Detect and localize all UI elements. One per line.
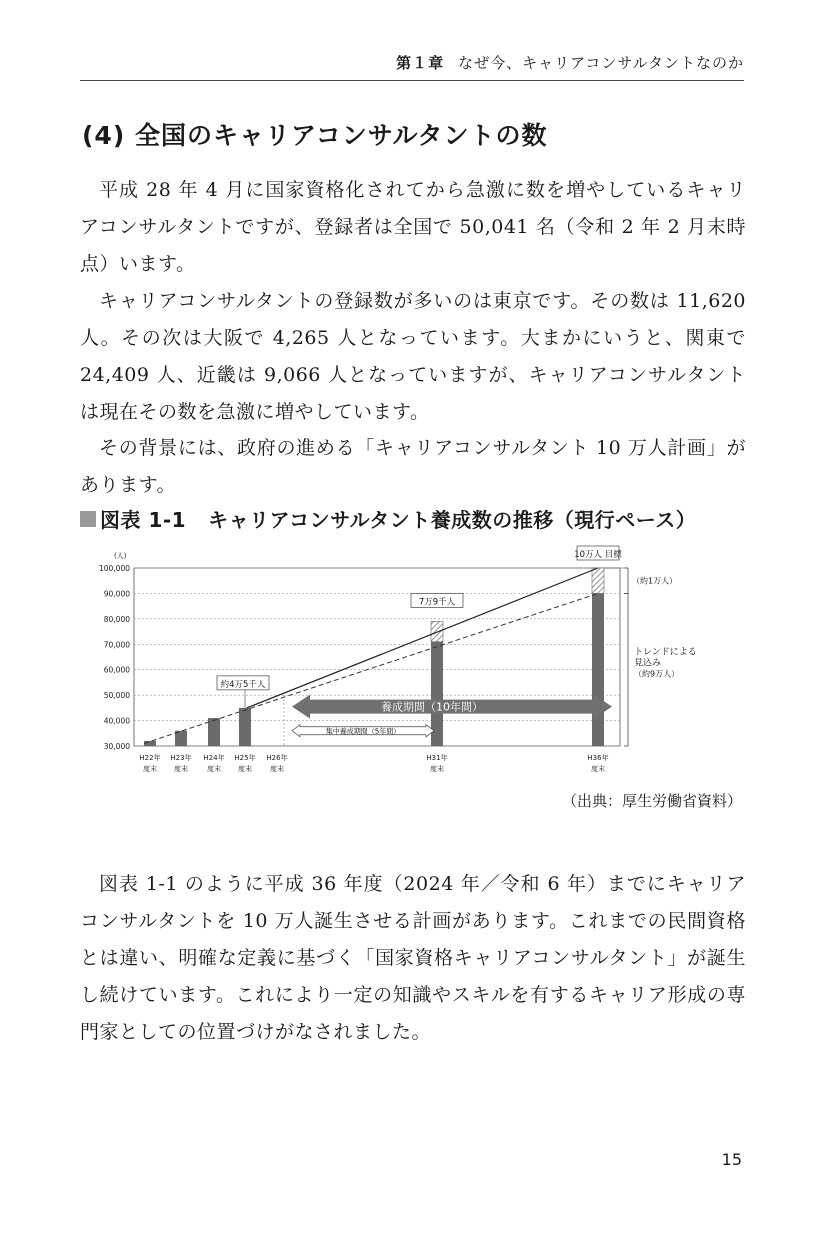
- chart-svg: [92, 544, 732, 784]
- plot-frame: [134, 568, 620, 746]
- section-title: (4) 全国のキャリアコンサルタントの数: [82, 121, 548, 150]
- chapter-number: 第１章: [396, 54, 445, 72]
- x-tick-label: 度末: [270, 765, 284, 773]
- chapter-title: なぜ今、キャリアコンサルタントなのか: [458, 54, 744, 72]
- bar: [208, 718, 220, 746]
- x-tick-label: 度末: [238, 765, 252, 773]
- y-tick-label: 80,000: [103, 614, 130, 624]
- header-rule: [80, 80, 744, 81]
- trend-bracket: [624, 593, 628, 746]
- x-tick-label: H25年: [234, 754, 256, 762]
- trend-note-3: （約9万人）: [634, 669, 680, 679]
- paragraph-4: 図表 1-1 のように平成 36 年度（2024 年／令和 6 年）までにキャリアコンサルタントを 10 万人誕生させる計画があります。これまでの民間資格とは違い、明確な定義に基づく「国家資格キャリアコンサルタント」が誕生し続けています。これにより一定の知識やスキルを有するキャリア形成の専門家としての位置づけがなされました。: [80, 873, 746, 1043]
- x-tick-label: 度末: [143, 765, 157, 773]
- bar-hatched-segment: [592, 568, 604, 593]
- intensive-period-label: 集中養成期間（5年間）: [325, 727, 401, 736]
- y-unit-label: (人): [114, 552, 127, 560]
- y-tick-label: 50,000: [103, 691, 130, 701]
- bar: [144, 741, 156, 746]
- x-tick-label: 度末: [591, 765, 605, 773]
- x-tick-label: H23年: [170, 754, 192, 762]
- paragraph-2: キャリアコンサルタントの登録数が多いのは東京です。その数は 11,620 人。その次は大阪で 4,265 人となっています。大まかにいうと、関東で 24,409 人、近畿は 9,066 人となっていますが、キャリアコンサルタントは現在その数を急激に増やしています。: [80, 290, 746, 423]
- running-header: [396, 52, 744, 73]
- x-tick-label: 度末: [207, 765, 221, 773]
- paragraph-1: 平成 28 年 4 月に国家資格化されてから急激に数を増やしているキャリアコンサルタントですが、登録者は全国で 50,041 名（令和 2 年 2 月末時点）います。: [80, 179, 746, 275]
- gap-note: （約1万人）: [632, 576, 678, 586]
- trend-note-2: 見込み: [634, 658, 662, 669]
- bar: [592, 593, 604, 746]
- callout-h25: 約4万5千人: [220, 679, 266, 690]
- paragraph-3: その背景には、政府の進める「キャリアコンサルタント 10 万人計画」があります。: [80, 437, 746, 496]
- x-tick-label: H24年: [203, 754, 225, 762]
- y-tick-label: 40,000: [103, 716, 130, 726]
- caption-square-marker: [80, 511, 96, 527]
- callout-h31: 7万9千人: [418, 597, 456, 608]
- x-tick-label: H31年: [426, 754, 448, 762]
- x-tick-label: 度末: [174, 765, 188, 773]
- figure-source: （出典：厚生労働省資料）: [561, 792, 742, 810]
- training-period-label: 養成期間（10年間）: [381, 700, 483, 714]
- figure-title: キャリアコンサルタント養成数の推移（現行ペース）: [208, 508, 697, 532]
- x-tick-label: H36年: [587, 754, 609, 762]
- callout-h36: 10万人 目標: [574, 550, 622, 560]
- x-tick-label: H26年: [266, 754, 288, 762]
- gap-bracket: [624, 568, 628, 593]
- x-tick-label: 度末: [430, 765, 444, 773]
- figure-caption: [80, 504, 696, 533]
- figure-label: 図表 1-1: [100, 508, 187, 532]
- plan-line: [247, 568, 598, 708]
- bar: [239, 708, 251, 746]
- trend-note-1: トレンドによる: [634, 647, 697, 658]
- y-tick-label: 60,000: [103, 665, 130, 675]
- y-tick-label: 70,000: [103, 640, 130, 650]
- page-number: 15: [721, 1150, 742, 1169]
- y-tick-label: 30,000: [103, 742, 130, 751]
- y-tick-label: 90,000: [103, 589, 130, 599]
- y-tick-label: 100,000: [98, 564, 130, 573]
- x-tick-label: H22年: [139, 754, 161, 762]
- chart: [92, 544, 732, 784]
